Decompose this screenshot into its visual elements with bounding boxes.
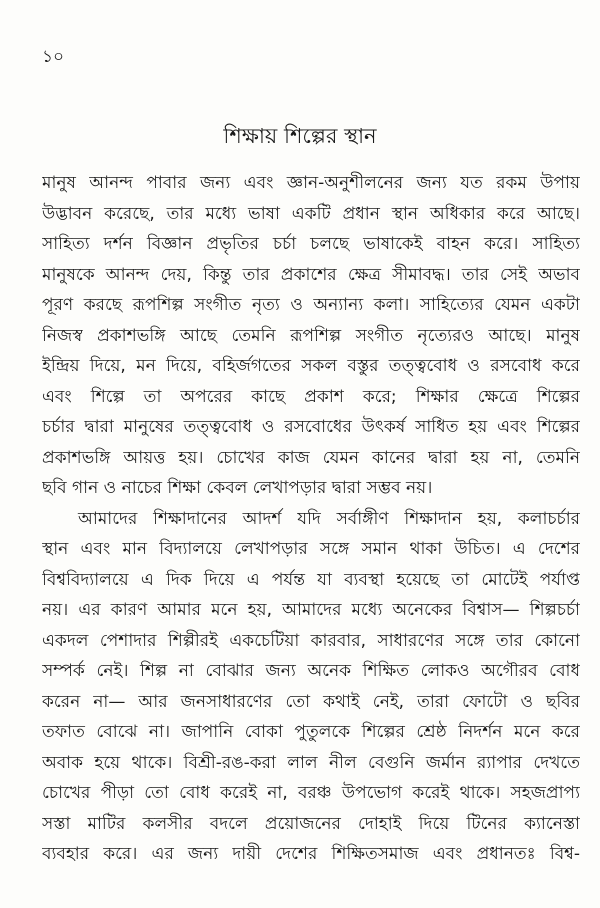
text-line: ব্যবহার করে। এর জন্য দায়ী দেশের শিক্ষিতসমাজ এবং প্রধানতঃ বিশ্ব-: [42, 844, 580, 864]
text-line: একদল পেশাদার শিল্পীরই একচেটিয়া কারবার, সাধারণের সঙ্গে তার কোনো: [42, 630, 580, 651]
page-number: ১০: [42, 47, 65, 67]
text-line: মানুষকে আনন্দ দেয়, কিন্তু তার প্রকাশের ক্ষেত্র সীমাবদ্ধ। তার সেই অভাব: [42, 264, 580, 285]
paragraph-2: [42, 504, 580, 870]
text-line: সস্তা মাটির কলসীর বদলে প্রয়োজনের দোহাই দিয়ে টিনের ক্যানেস্তা: [42, 813, 580, 834]
text-line: চোখের পীড়া তো বোধ করেই না, বরঞ্চ উপভোগ করেই থাকে। সহজপ্রাপ্য: [42, 783, 580, 803]
body-text: [42, 168, 580, 870]
text-line: ইন্দ্রিয় দিয়ে, মন দিয়ে, বহির্জগতের সকল বস্তুর তত্ত্ববোধ ও রসবোধ করে: [42, 356, 580, 376]
text-line: তফাত বোঝে না। জাপানি বোকা পুতুলকে শিল্পের শ্রেষ্ঠ নিদর্শন মনে করে: [42, 722, 580, 742]
text-line: সাহিত্য দর্শন বিজ্ঞান প্রভৃতির চর্চা চলছে ভাষাকেই বাহন করে। সাহিত্য: [42, 234, 580, 254]
text-line: এবং শিল্পে তা অপরের কাছে প্রকাশ করে; শিক্ষার ক্ষেত্রে শিল্পের: [42, 386, 580, 407]
text-line: করেন না— আর জনসাধারণের তো কথাই নেই, তারা ফোটো ও ছবির: [42, 691, 580, 712]
text-line: মানুষ আনন্দ পাবার জন্য এবং জ্ঞান-অনুশীলনের জন্য যত রকম উপায়: [42, 173, 580, 193]
text-line: আমাদের শিক্ষাদানের আদর্শ যদি সর্বাঙ্গীণ শিক্ষাদান হয়, কলাচর্চার: [78, 508, 580, 529]
text-line: ছবি গান ও নাচের শিক্ষা কেবল লেখাপড়ার দ্বারা সম্ভব নয়।: [42, 478, 433, 498]
paragraph-1: [42, 168, 580, 504]
text-line: পূরণ করছে রূপশিল্প সংগীত নৃত্য ও অন্যান্য কলা। সাহিত্যের যেমন একটা: [42, 295, 580, 315]
text-line: নিজস্ব প্রকাশভঙ্গি আছে তেমনি রূপশিল্প সংগীত নৃত্যেরও আছে। মানুষ: [42, 325, 580, 346]
text-line: সম্পর্ক নেই। শিল্প না বোঝার জন্য অনেক শিক্ষিত লোকও অগৌরব বোধ: [42, 661, 580, 681]
text-line: অবাক হয়ে থাকে। বিশ্রী-রঙ-করা লাল নীল বেগুনি জর্মান র‍্যাপার দেখতে: [42, 752, 580, 773]
text-line: প্রকাশভঙ্গি আয়ত্ত হয়। চোখের কাজ যেমন কানের দ্বারা হয় না, তেমনি: [42, 447, 580, 468]
text-line: চর্চার দ্বারা মানুষের তত্ত্ববোধ ও রসবোধের উৎকর্ষ সাধিত হয় এবং শিল্পের: [42, 417, 580, 437]
chapter-title: শিক্ষায় শিল্পের স্থান: [223, 124, 377, 148]
text-line: নয়। এর কারণ আমার মনে হয়, আমাদের মধ্যে অনেকের বিশ্বাস— শিল্পচর্চা: [42, 600, 580, 620]
text-line: স্থান এবং মান বিদ্যালয়ে লেখাপড়ার সঙ্গে সমান থাকা উচিত। এ দেশের: [42, 539, 580, 559]
text-line: উদ্ভাবন করেছে, তার মধ্যে ভাষা একটি প্রধান স্থান অধিকার করে আছে।: [42, 203, 580, 224]
text-line: বিশ্ববিদ্যালয়ে এ দিক দিয়ে এ পর্যন্ত যা ব্যবস্থা হয়েছে তা মোটেই পর্যাপ্ত: [42, 569, 580, 590]
